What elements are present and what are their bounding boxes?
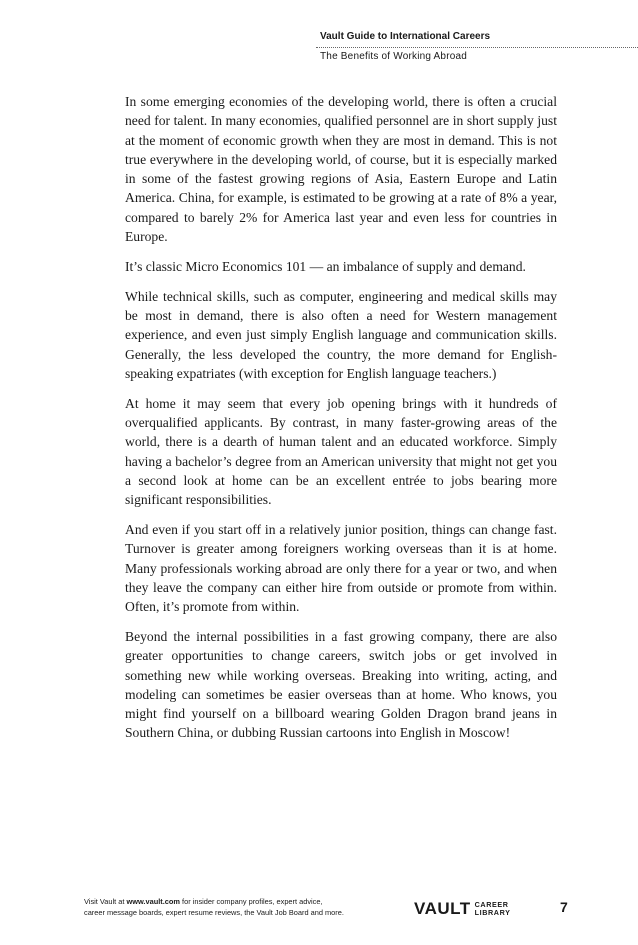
chapter-title: The Benefits of Working Abroad: [320, 51, 468, 62]
logo-subtitle-career: CAREER: [474, 899, 509, 909]
body-text: [125, 92, 557, 753]
logo-subtitle-library: LIBRARY: [474, 908, 511, 917]
paragraph-beyond-internal: Beyond the internal possibilities in a fast growing company, there are also greater opportunities to change careers, switch jobs or get involved in something new while working overseas. Breaking into writing, acting, and modeling can sometimes be easier overseas than at home. Who knows, you might find yourself on a billboard wearing Golden Dragon brand jeans in Southern China, or dubbing Russian cartoons into English in Moscow!: [125, 628, 557, 741]
footer-line-1-prefix: Visit Vault at: [84, 897, 127, 906]
guide-title: Vault Guide to International Careers: [320, 31, 491, 42]
footer-line-1: [84, 896, 384, 907]
vault-website-link[interactable]: www.vault.com: [126, 897, 180, 906]
footer-note: [84, 896, 384, 918]
paragraph-at-home: At home it may seem that every job opening brings with it hundreds of overqualified applicants. By contrast, in many faster-growing areas of the world, there is a dearth of human talent and an educated workforce. Simply having a bachelor’s degree from an American university that might not get you a second look at home can be an excellent entrée to jobs bearing more significant responsibilities.: [125, 395, 557, 508]
paragraph-technical-skills: While technical skills, such as computer, engineering and medical skills may be most in demand, there is also often a need for Western management experience, and even just simply English language and communication skills. Generally, the less developed the country, the more demand for English-speaking expatriates (with exception for English language teachers.): [125, 288, 557, 381]
paragraph-micro-economics: It’s classic Micro Economics 101 — an imbalance of supply and demand.: [125, 258, 526, 274]
page-number: 7: [560, 899, 568, 915]
page-footer: [84, 896, 584, 926]
footer-line-2: career message boards, expert resume reviews, the Vault Job Board and more.: [84, 908, 344, 917]
running-header: [316, 30, 638, 63]
vault-career-library-logo: [414, 900, 511, 918]
paragraph-junior-position: And even if you start off in a relatively junior position, things can change fast. Turnover is greater among foreigners working overseas than it is at home. Many professionals working abroad are only there for a year or two, and when they leave the company can either hire from outside or promote from within. Often, it’s promote from within.: [125, 521, 557, 615]
footer-line-1-suffix: for insider company profiles, expert advice,: [179, 897, 323, 906]
paragraph-talent-need: In some emerging economies of the developing world, there is often a crucial need for talent. In many economies, qualified personnel are in short supply just at the moment of economic growth when they are most in demand. This is not true everywhere in the developing world, of course, but it is especially marked in some of the fastest growing regions of Asia, Eastern Europe and Latin America. China, for example, is estimated to be growing at a rate of 8% a year, compared to barely 2% for America last year and even less for countries in Europe.: [125, 94, 557, 245]
header-divider: [316, 47, 638, 48]
vault-logo-wordmark: VAULT: [414, 899, 471, 918]
logo-subtitle: [475, 901, 511, 918]
